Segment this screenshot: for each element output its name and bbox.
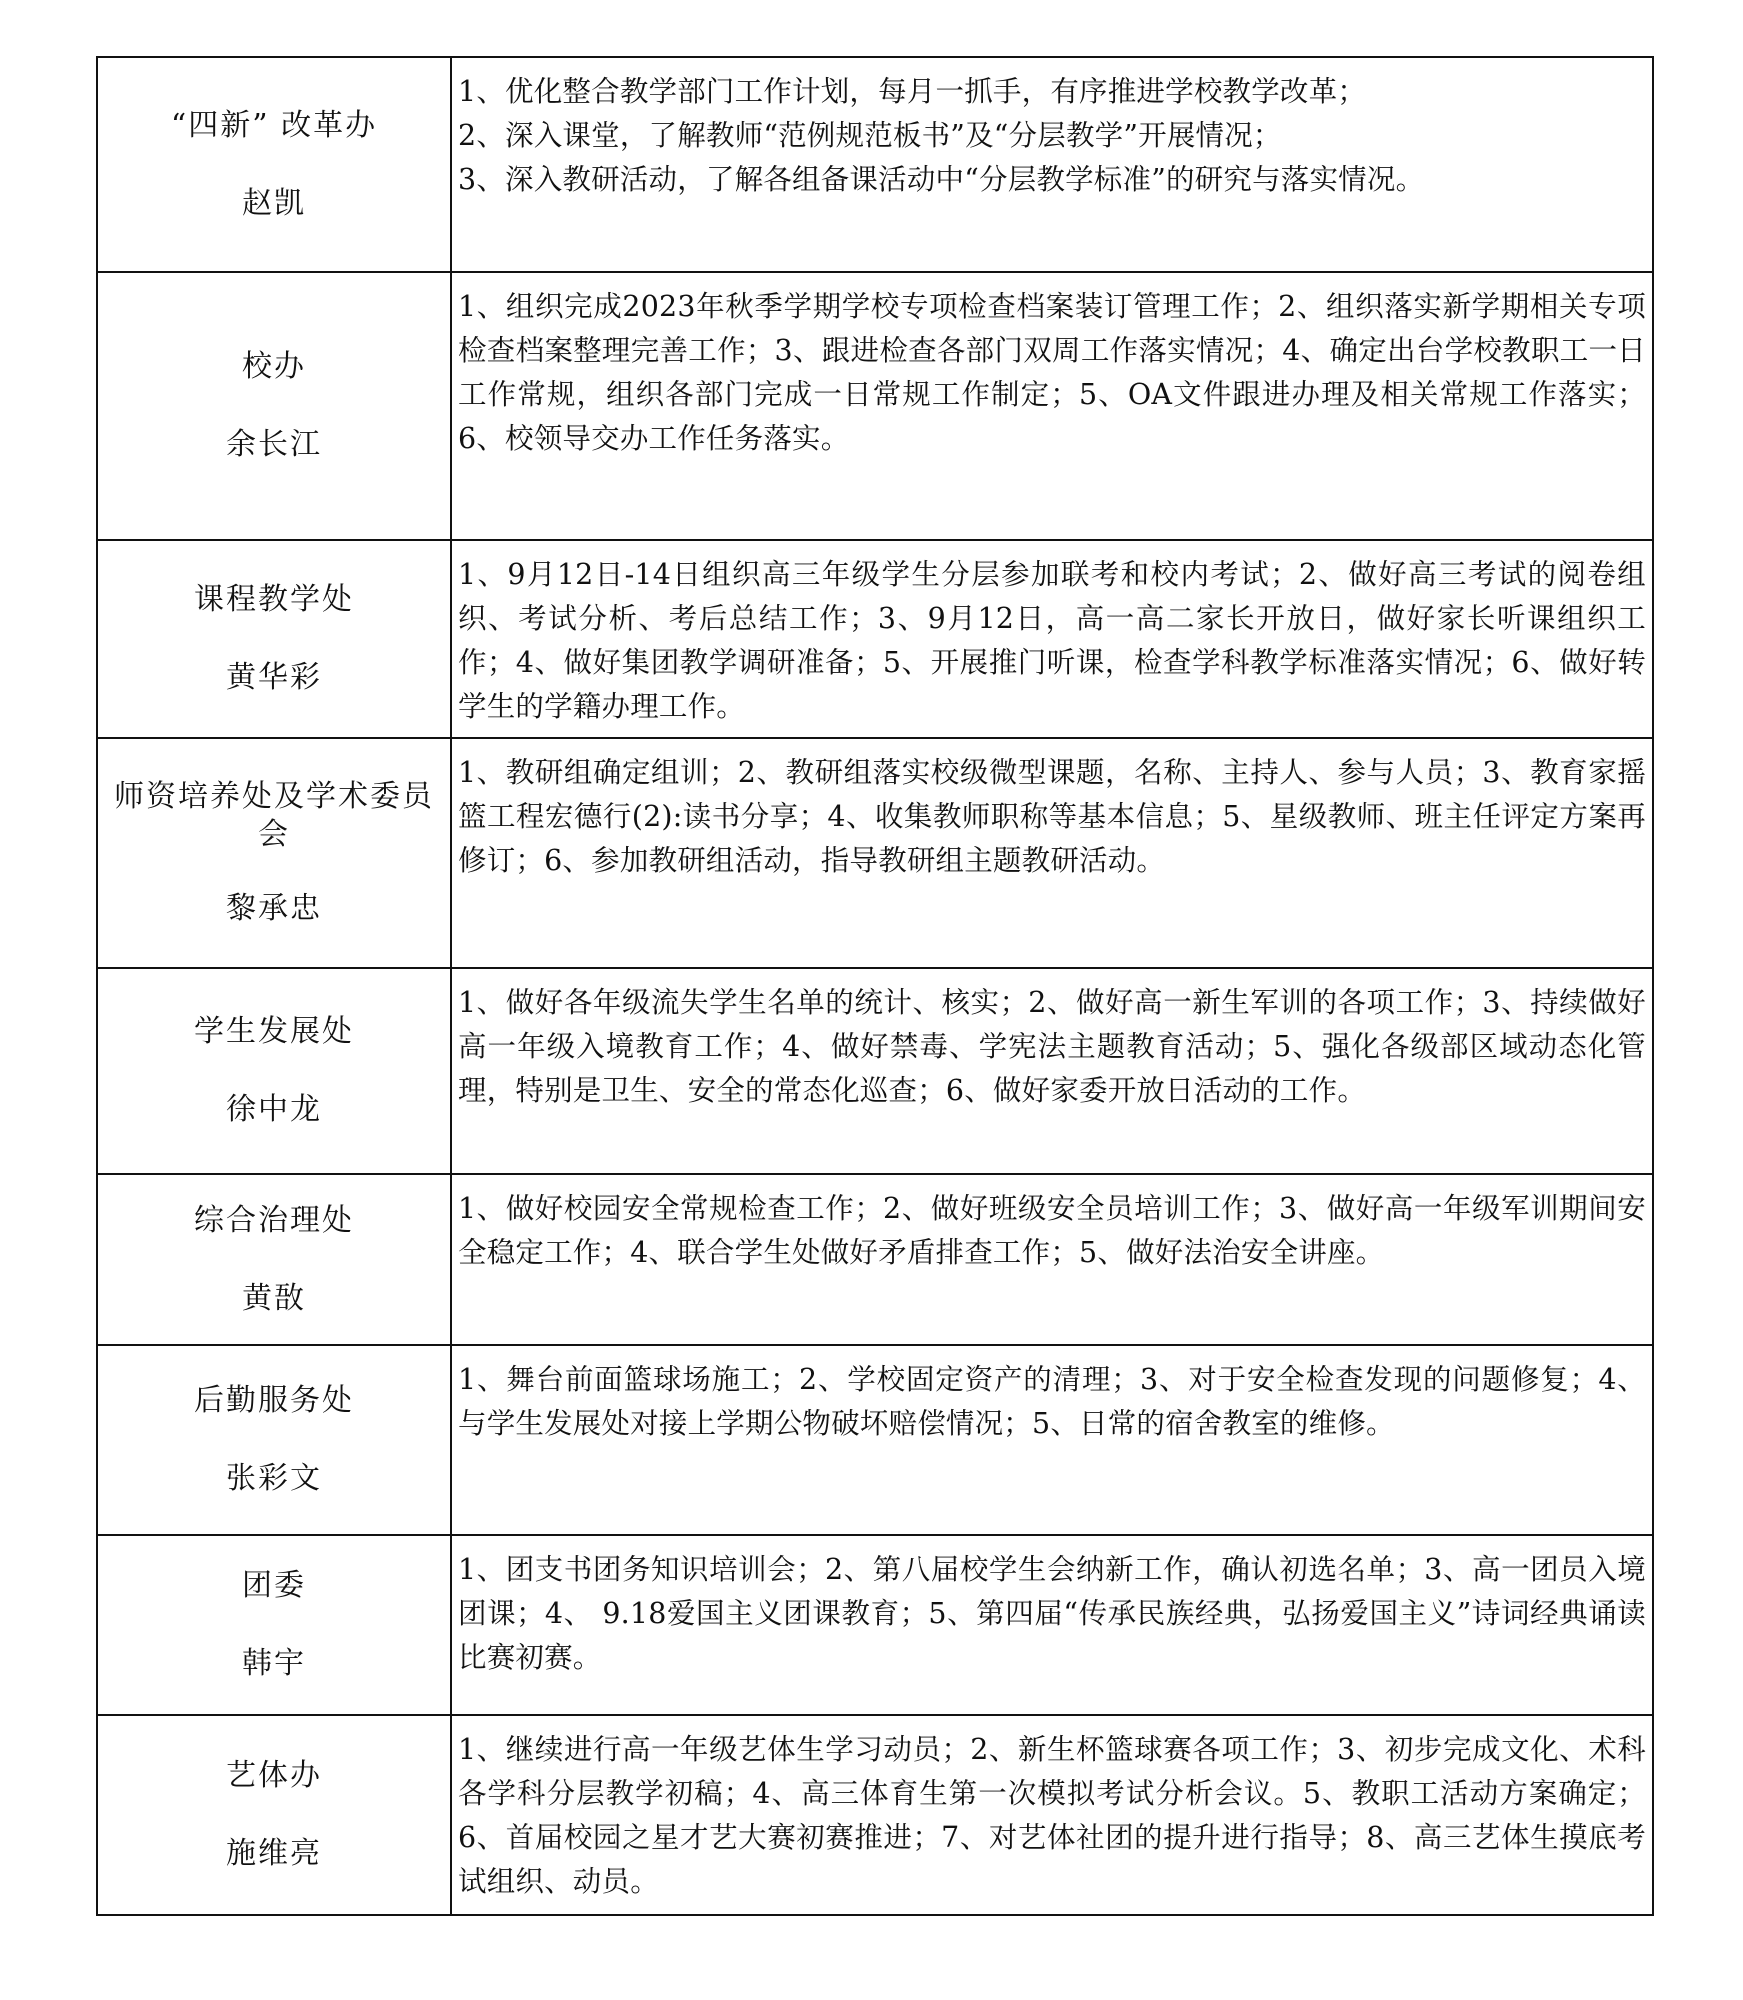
department-cell (97, 1715, 451, 1915)
responsible-person: 黄敔 (242, 1280, 306, 1316)
responsible-person: 韩宇 (242, 1646, 306, 1681)
task-description: 1、做好各年级流失学生名单的统计、核实；2、做好高一新生军训的各项工作；3、持续做好高一年级入境教育工作；4、做好禁毒、学宪法主题教育活动；5、强化各级部区域动态化管理，特别是卫生、安全的常态化巡查；6、做好家委开放日活动的工作。 (458, 986, 1646, 1107)
tasks-cell (451, 540, 1653, 738)
responsible-person: 张彩文 (226, 1461, 322, 1496)
department-name: 师资培养处及学术委员会 (114, 779, 434, 852)
department-name: 课程教学处 (194, 582, 354, 617)
table-row (97, 1535, 1653, 1715)
tasks-cell (451, 1345, 1653, 1535)
table-row (97, 1174, 1653, 1345)
table-row (97, 738, 1653, 968)
task-description: 1、团支书团务知识培训会；2、第八届校学生会纳新工作，确认初选名单；3、高一团员入境团课；4、 9.18爱国主义团课教育；5、第四届“传承民族经典，弘扬爱国主义”诗词经典诵读比赛初赛。 (458, 1553, 1646, 1674)
department-name: 综合治理处 (194, 1202, 354, 1238)
department-name: 艺体办 (226, 1758, 322, 1793)
task-description: 1、组织完成2023年秋季学期学校专项检查档案装订管理工作；2、组织落实新学期相关专项检查档案整理完善工作；3、跟进检查各部门双周工作落实情况；4、确定出台学校教职工一日工作常规，组织各部门完成一日常规工作制定；5、OA文件跟进办理及相关常规工作落实；6、校领导交办工作任务落实。 (458, 290, 1646, 455)
department-cell (97, 540, 451, 738)
table-row (97, 540, 1653, 738)
department-cell (97, 1174, 451, 1345)
responsible-person: 施维亮 (226, 1836, 322, 1871)
department-cell (97, 738, 451, 968)
department-cell (97, 1345, 451, 1535)
responsible-person: 徐中龙 (226, 1092, 322, 1127)
department-cell (97, 272, 451, 540)
table-row (97, 57, 1653, 272)
department-cell (97, 57, 451, 272)
table-row (97, 1715, 1653, 1915)
tasks-cell (451, 57, 1653, 272)
tasks-cell (451, 272, 1653, 540)
department-name: 校办 (242, 349, 306, 384)
table-row (97, 1345, 1653, 1535)
tasks-cell (451, 1715, 1653, 1915)
task-description: 1、9月12日-14日组织高三年级学生分层参加联考和校内考试；2、做好高三考试的阅卷组织、考试分析、考后总结工作；3、9月12日，高一高二家长开放日，做好家长听课组织工作；4、做好集团教学调研准备；5、开展推门听课，检查学科教学标准落实情况；6、做好转学生的学籍办理工作。 (458, 558, 1646, 723)
work-plan-table (96, 56, 1654, 1916)
task-description: 1、继续进行高一年级艺体生学习动员；2、新生杯篮球赛各项工作；3、初步完成文化、术科各学科分层教学初稿；4、高三体育生第一次模拟考试分析会议。5、教职工活动方案确定；6、首届校园之星才艺大赛初赛推进；7、对艺体社团的提升进行指导；8、高三艺体生摸底考试组织、动员。 (458, 1733, 1646, 1898)
table-row (97, 272, 1653, 540)
responsible-person: 黎承忠 (226, 891, 322, 926)
department-name: 学生发展处 (194, 1014, 354, 1049)
tasks-cell (451, 1535, 1653, 1715)
tasks-cell (451, 968, 1653, 1174)
responsible-person: 赵凯 (242, 185, 306, 221)
tasks-cell (451, 738, 1653, 968)
table-row (97, 968, 1653, 1174)
tasks-cell (451, 1174, 1653, 1345)
responsible-person: 黄华彩 (226, 660, 322, 695)
department-cell (97, 968, 451, 1174)
task-description: 1、教研组确定组训；2、教研组落实校级微型课题，名称、主持人、参与人员；3、教育家摇篮工程宏德行(2):读书分享；4、收集教师职称等基本信息；5、星级教师、班主任评定方案再修订；6、参加教研组活动，指导教研组主题教研活动。 (458, 756, 1646, 877)
responsible-person: 余长江 (226, 427, 322, 462)
task-description: 1、舞台前面篮球场施工；2、学校固定资产的清理；3、对于安全检查发现的问题修复；4、与学生发展处对接上学期公物破坏赔偿情况；5、日常的宿舍教室的维修。 (458, 1363, 1646, 1440)
task-description: 1、做好校园安全常规检查工作；2、做好班级安全员培训工作；3、做好高一年级军训期间安全稳定工作；4、联合学生处做好矛盾排查工作；5、做好法治安全讲座。 (458, 1192, 1646, 1269)
task-description: 1、优化整合教学部门工作计划，每月一抓手，有序推进学校教学改革； 2、深入课堂，了解教师“范例规范板书”及“分层教学”开展情况； 3、深入教研活动，了解各组备课活动中“分层教学标准”的研究与落实情况。 (458, 75, 1425, 196)
department-name: 后勤服务处 (194, 1383, 354, 1418)
department-cell (97, 1535, 451, 1715)
department-name: “四新” 改革办 (170, 107, 378, 143)
department-name: 团委 (242, 1568, 306, 1603)
